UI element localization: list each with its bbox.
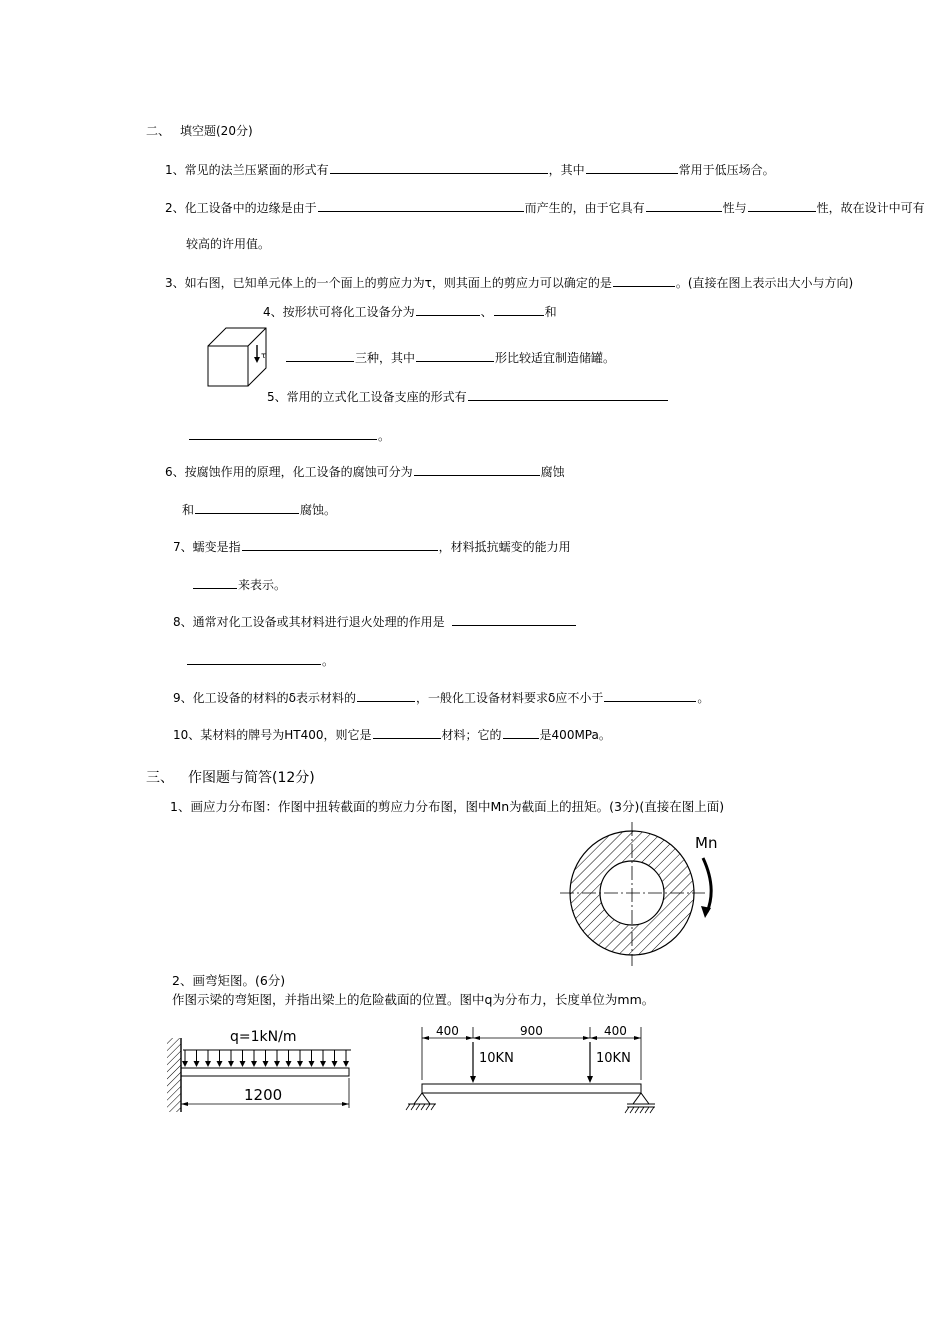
q2-text-d: 性，故在设计中可有 xyxy=(816,201,925,215)
question-1 xyxy=(165,162,775,177)
q2-blank-2[interactable] xyxy=(646,200,722,212)
load-arrow-head xyxy=(251,1061,257,1067)
shaft-section-figure xyxy=(555,820,735,970)
load-arrow-head xyxy=(320,1061,326,1067)
q8-text-b: 。 xyxy=(322,654,335,668)
force-1-arrow-head xyxy=(470,1076,476,1083)
q4-text-d: 三种，其中 xyxy=(355,351,416,365)
load-arrows xyxy=(182,1050,349,1067)
q3-text-a: 3、如右图，已知单元体上的一个面上的剪应力为τ，则其面上的剪应力可以确定的是 xyxy=(165,276,612,290)
shear-arrow-head xyxy=(254,357,260,363)
q10-text-c: 是400MPa。 xyxy=(539,728,611,742)
question-7-continued xyxy=(192,577,286,592)
question-4-continued xyxy=(285,350,615,365)
question-5-continued xyxy=(188,428,390,443)
q2-text-c: 性与 xyxy=(722,201,747,215)
question-6 xyxy=(165,464,565,479)
load-arrow-head xyxy=(332,1061,338,1067)
q4-text-c: 和 xyxy=(544,305,557,319)
s3-question-1: 1、画应力分布图：作图中扭转截面的剪应力分布图，图中Mn为截面上的扭矩。(3分)(直接在图上面) xyxy=(170,799,725,814)
simple-beam-figure xyxy=(400,1022,670,1118)
question-2 xyxy=(165,200,925,215)
q4-text-b: 、 xyxy=(480,305,493,319)
q9-text-a: 9、化工设备的材料的δ表示材料的 xyxy=(173,691,356,705)
q10-blank-1[interactable] xyxy=(373,727,441,739)
q9-blank-2[interactable] xyxy=(604,690,696,702)
dim-label-3: 400 xyxy=(604,1024,627,1038)
section3-title: 作图题与简答(12分) xyxy=(188,770,315,786)
pin-support-left xyxy=(406,1093,436,1110)
q3-text-b: 。(直接在图上表示出大小与方向) xyxy=(675,276,854,290)
q1-text-a: 1、常见的法兰压紧面的形式有 xyxy=(165,163,329,177)
q8-blank-1[interactable] xyxy=(452,614,576,626)
load-arrow-head xyxy=(217,1061,223,1067)
question-9 xyxy=(173,690,709,705)
question-4 xyxy=(263,304,557,319)
q7-text-b: ，材料抵抗蠕变的能力用 xyxy=(438,540,571,554)
q3-blank-1[interactable] xyxy=(613,275,675,287)
force-2-label: 10KN xyxy=(596,1051,631,1066)
cantilever-figure xyxy=(160,1022,360,1118)
load-arrow-head xyxy=(205,1061,211,1067)
q6-text-d: 腐蚀。 xyxy=(300,503,337,517)
q1-text-c: 常用于低压场合。 xyxy=(678,163,775,177)
s3-question-2-text: 作图示梁的弯矩图，并指出梁上的危险截面的位置。图中q为分布力，长度单位为mm。 xyxy=(172,992,655,1007)
roller-support-right xyxy=(625,1093,655,1113)
tau-label: τ xyxy=(261,351,266,360)
dim-arrow-left xyxy=(181,1102,188,1106)
load-label: q=1kN/m xyxy=(230,1029,297,1045)
q2-text-b: 而产生的，由于它具有 xyxy=(524,201,645,215)
question-3 xyxy=(165,275,853,290)
simple-beam xyxy=(422,1084,641,1093)
load-arrow-head xyxy=(240,1061,246,1067)
q4-blank-3[interactable] xyxy=(286,350,354,362)
cube-top-edge xyxy=(248,328,266,346)
q7-blank-1[interactable] xyxy=(242,539,438,551)
q5-blank-1[interactable] xyxy=(468,389,668,401)
load-arrow-head xyxy=(194,1061,200,1067)
section2-title: 填空题(20分) xyxy=(180,124,253,138)
q9-text-b: ，一般化工设备材料要求δ应不小于 xyxy=(415,691,604,705)
load-arrow-head xyxy=(263,1061,269,1067)
q6-text-c: 和 xyxy=(182,503,195,517)
element-cube-figure xyxy=(200,320,280,392)
section3-number: 三、 xyxy=(146,770,174,786)
q4-text-a: 4、按形状可将化工设备分为 xyxy=(263,305,415,319)
question-8-continued xyxy=(186,653,334,668)
q6-text-b: 腐蚀 xyxy=(540,465,565,479)
q5-text-a: 5、常用的立式化工设备支座的形式有 xyxy=(267,390,467,404)
question-2-continued: 较高的许用值。 xyxy=(186,237,271,251)
question-8 xyxy=(173,614,577,629)
q4-text-e: 形比较适宜制造储罐。 xyxy=(495,351,616,365)
section2-number: 二、 xyxy=(146,124,171,138)
q8-blank-2[interactable] xyxy=(187,653,321,665)
q6-blank-2[interactable] xyxy=(195,502,299,514)
q1-blank-1[interactable] xyxy=(330,162,548,174)
q9-blank-1[interactable] xyxy=(357,690,415,702)
q7-blank-2[interactable] xyxy=(193,577,237,589)
q4-blank-2[interactable] xyxy=(494,304,544,316)
cantilever-beam xyxy=(181,1068,349,1076)
q6-text-a: 6、按腐蚀作用的原理，化工设备的腐蚀可分为 xyxy=(165,465,413,479)
q10-text-a: 10、某材料的牌号为HT400，则它是 xyxy=(173,728,372,742)
q7-text-a: 7、蠕变是指 xyxy=(173,540,241,554)
load-arrow-head xyxy=(309,1061,315,1067)
dim-arrow-right xyxy=(342,1102,349,1106)
q8-text-a: 8、通常对化工设备或其材料进行退火处理的作用是 xyxy=(173,615,445,629)
mn-label: Mn xyxy=(695,834,718,852)
dim-label-1: 400 xyxy=(436,1024,459,1038)
q7-text-c: 来表示。 xyxy=(238,578,287,592)
load-arrow-head xyxy=(297,1061,303,1067)
q1-blank-2[interactable] xyxy=(586,162,678,174)
q10-blank-2[interactable] xyxy=(503,727,539,739)
length-label: 1200 xyxy=(244,1086,283,1104)
q9-text-c: 。 xyxy=(697,691,710,705)
question-10 xyxy=(173,727,611,742)
s3-question-2-title: 2、画弯矩图。(6分) xyxy=(172,973,286,988)
force-1-label: 10KN xyxy=(479,1051,514,1066)
load-arrow-head xyxy=(228,1061,234,1067)
q10-text-b: 材料；它的 xyxy=(441,728,502,742)
fixed-wall-hatching xyxy=(167,1038,181,1112)
load-arrow-head xyxy=(182,1061,188,1067)
q5-text-b: 。 xyxy=(378,429,391,443)
q2-text-a: 2、化工设备中的边缘是由于 xyxy=(165,201,317,215)
q6-blank-1[interactable] xyxy=(414,464,540,476)
load-arrow-head xyxy=(343,1061,349,1067)
q5-blank-2[interactable] xyxy=(189,428,377,440)
question-5 xyxy=(267,389,669,404)
force-2-arrow-head xyxy=(587,1076,593,1083)
load-arrow-head xyxy=(274,1061,280,1067)
q2-blank-3[interactable] xyxy=(748,200,816,212)
cube-front-face xyxy=(208,346,248,386)
q1-text-b: ，其中 xyxy=(548,163,585,177)
q2-blank-1[interactable] xyxy=(318,200,524,212)
q4-blank-4[interactable] xyxy=(416,350,494,362)
q4-blank-1[interactable] xyxy=(416,304,480,316)
question-7 xyxy=(173,539,571,554)
dim-label-2: 900 xyxy=(520,1024,543,1038)
load-arrow-head xyxy=(286,1061,292,1067)
question-6-continued xyxy=(182,502,336,517)
